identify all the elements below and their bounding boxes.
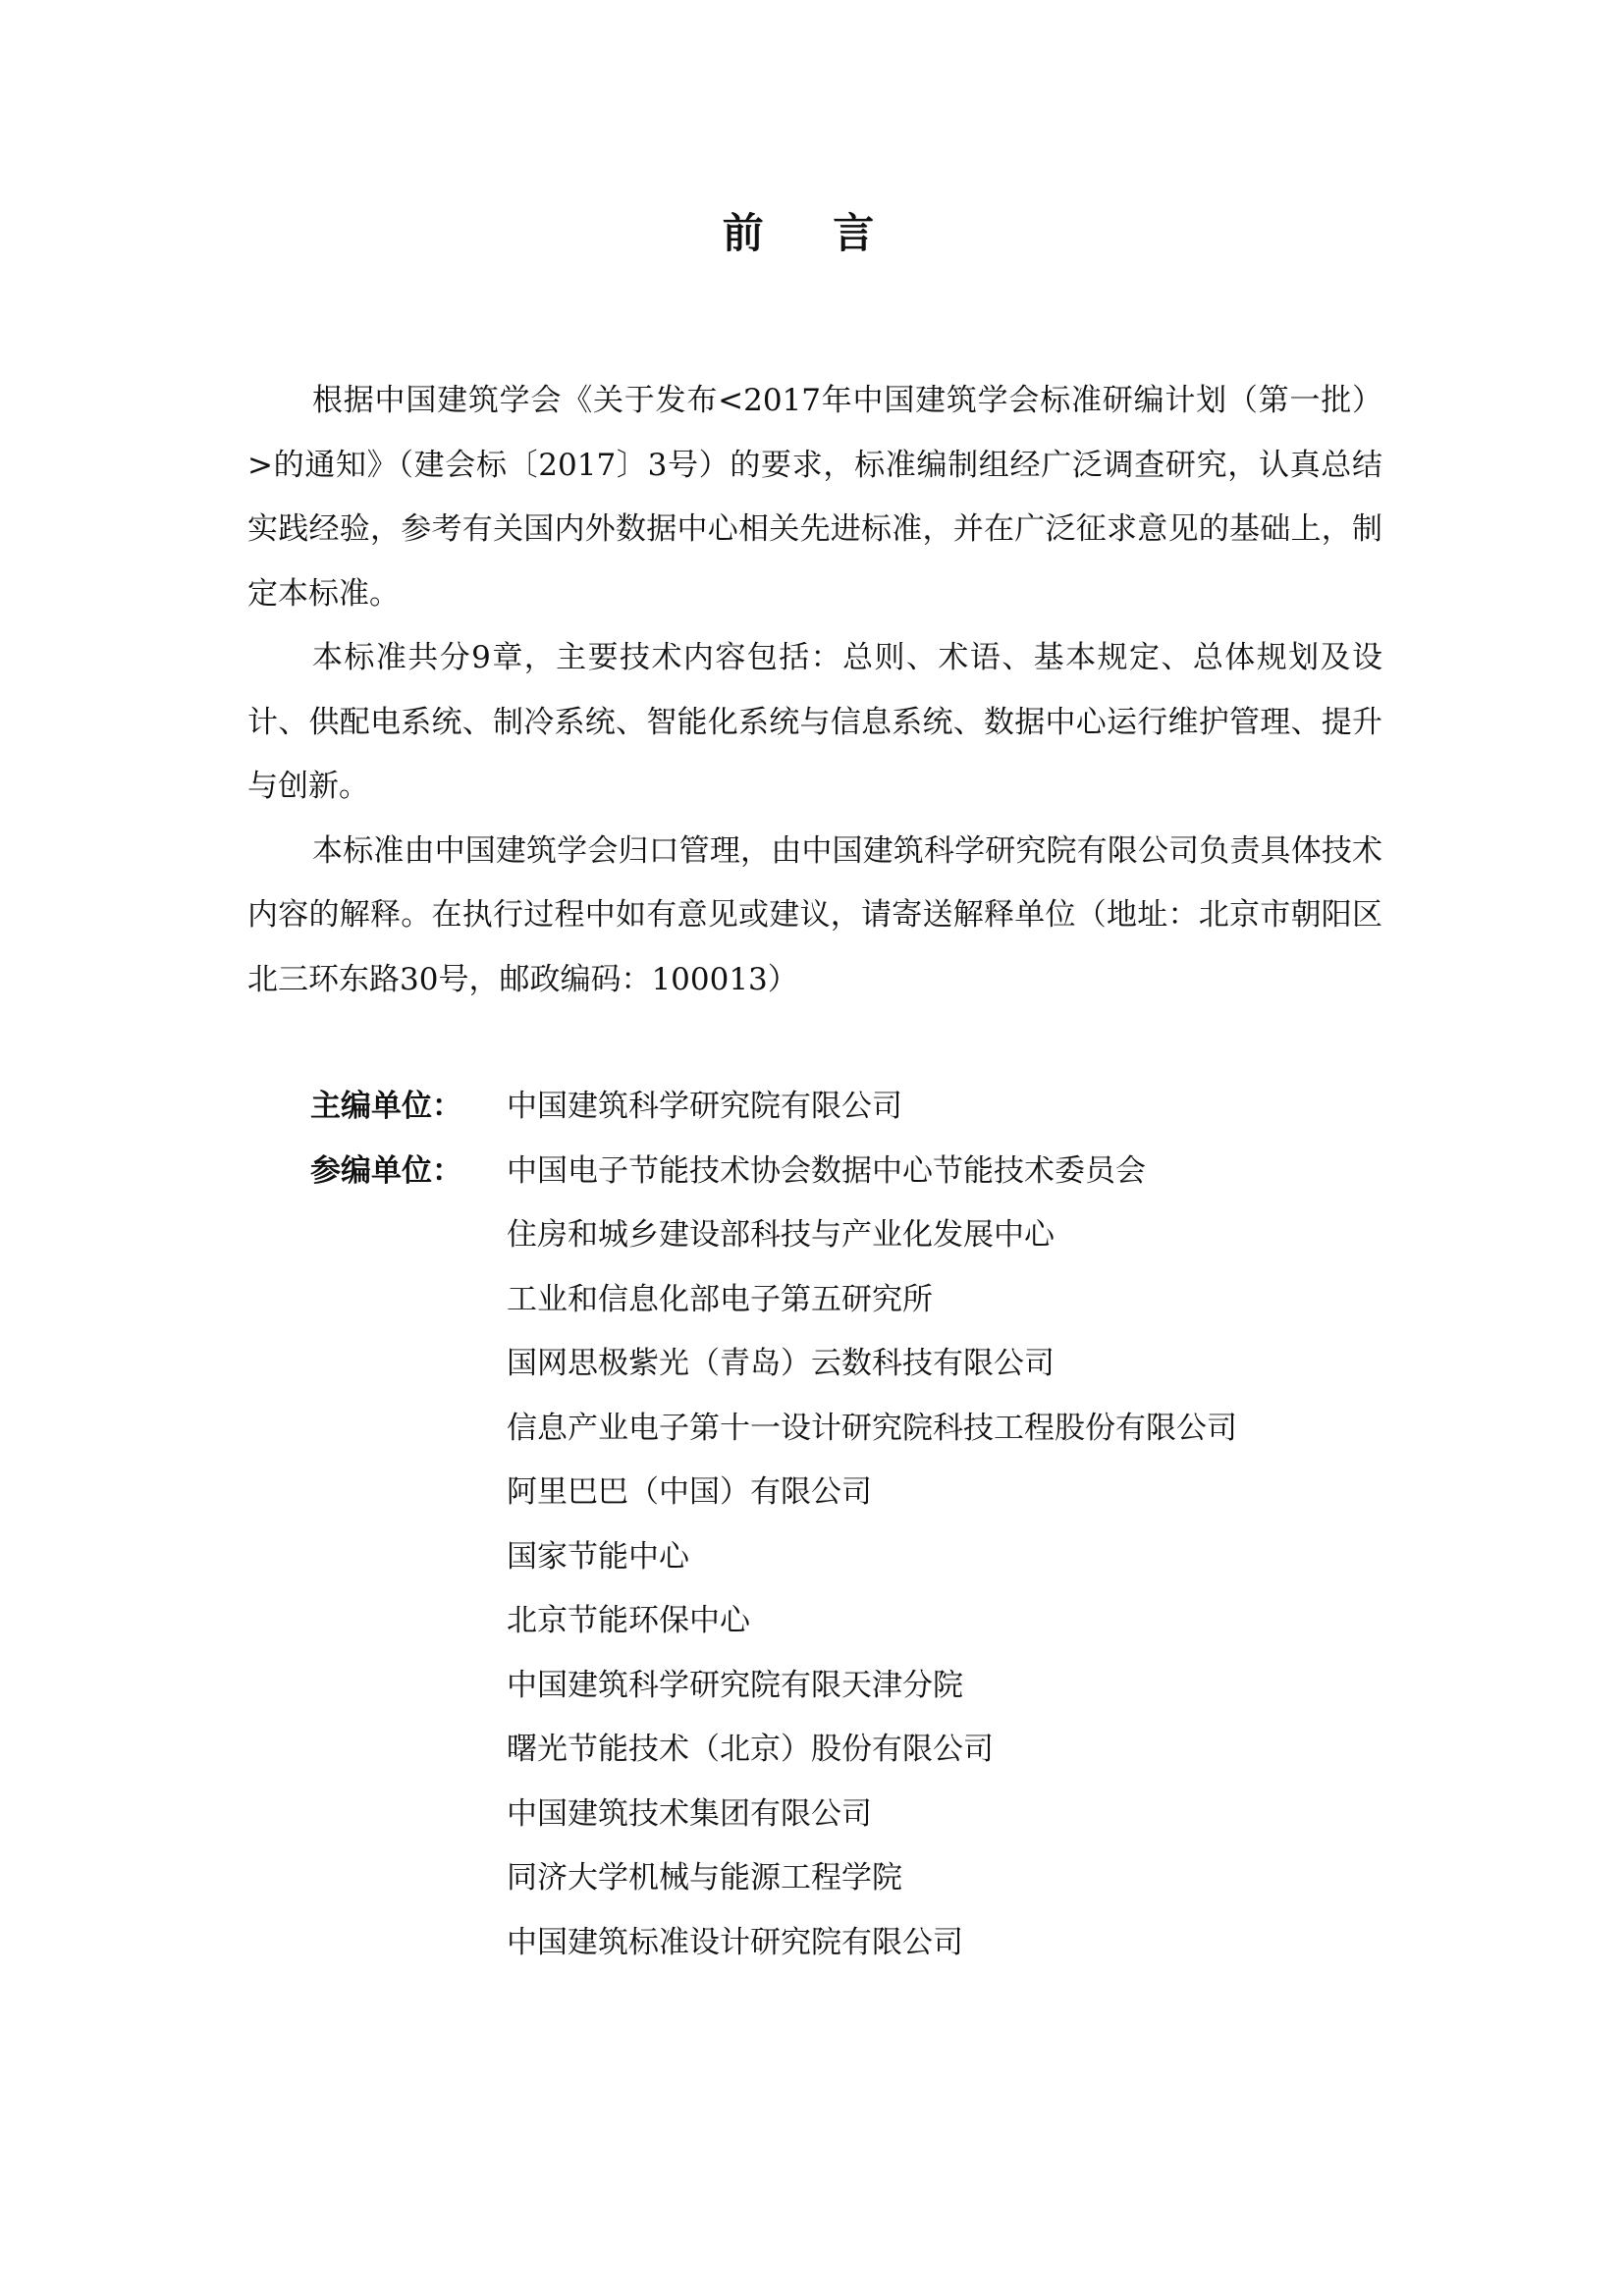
participating-unit-item: 中国建筑技术集团有限公司 (507, 1795, 872, 1832)
participating-unit-group (310, 1140, 1371, 1976)
chief-unit-label: 主编单位： (310, 1089, 462, 1124)
participating-unit-item: 曙光节能技术（北京）股份有限公司 (507, 1732, 994, 1767)
participating-unit-list (507, 1140, 1237, 1976)
chief-unit-item: 中国建筑科学研究院有限公司 (507, 1089, 902, 1124)
participating-unit-item: 同济大学机械与能源工程学院 (507, 1860, 902, 1896)
participating-unit-item: 国网思极紫光（青岛）云数科技有限公司 (507, 1346, 1055, 1381)
participating-unit-item: 国家节能中心 (507, 1538, 689, 1575)
preface-body (247, 369, 1382, 1012)
participating-unit-item: 信息产业电子第十一设计研究院科技工程股份有限公司 (507, 1410, 1237, 1446)
chief-unit-list (507, 1075, 902, 1140)
participating-unit-item: 阿里巴巴（中国）有限公司 (507, 1474, 872, 1510)
participating-unit-item: 中国电子节能技术协会数据中心节能技术委员会 (507, 1152, 1146, 1189)
page-title: 前 言 (722, 209, 902, 257)
participating-unit-item: 住房和城乡建设部科技与产业化发展中心 (507, 1217, 1055, 1253)
participating-unit-label: 参编单位： (310, 1152, 462, 1189)
preface-paragraph-1: 根据中国建筑学会《关于发布<2017年中国建筑学会标准研编计划（第一批）>的通知》（建会标〔2017〕3号）的要求，标准编制组经广泛调查研究，认真总结实践经验，参考有关国内外数据中心相关先进标准，并在广泛征求意见的基础上，制定本标准。 (247, 383, 1382, 612)
editing-units (310, 1075, 1371, 1975)
preface-paragraph-2: 本标准共分9章，主要技术内容包括：总则、术语、基本规定、总体规划及设计、供配电系统、制冷系统、智能化系统与信息系统、数据中心运行维护管理、提升与创新。 (247, 640, 1382, 804)
participating-unit-item: 北京节能环保中心 (507, 1603, 750, 1638)
chief-unit-group (310, 1075, 1371, 1140)
participating-unit-item: 工业和信息化部电子第五研究所 (507, 1281, 933, 1317)
participating-unit-item: 中国建筑科学研究院有限天津分院 (507, 1667, 963, 1703)
preface-paragraph-3: 本标准由中国建筑学会归口管理，由中国建筑科学研究院有限公司负责具体技术内容的解释。在执行过程中如有意见或建议，请寄送解释单位（地址：北京市朝阳区北三环东路30号，邮政编码：100013） (247, 832, 1382, 997)
participating-unit-item: 中国建筑标准设计研究院有限公司 (507, 1924, 963, 1960)
